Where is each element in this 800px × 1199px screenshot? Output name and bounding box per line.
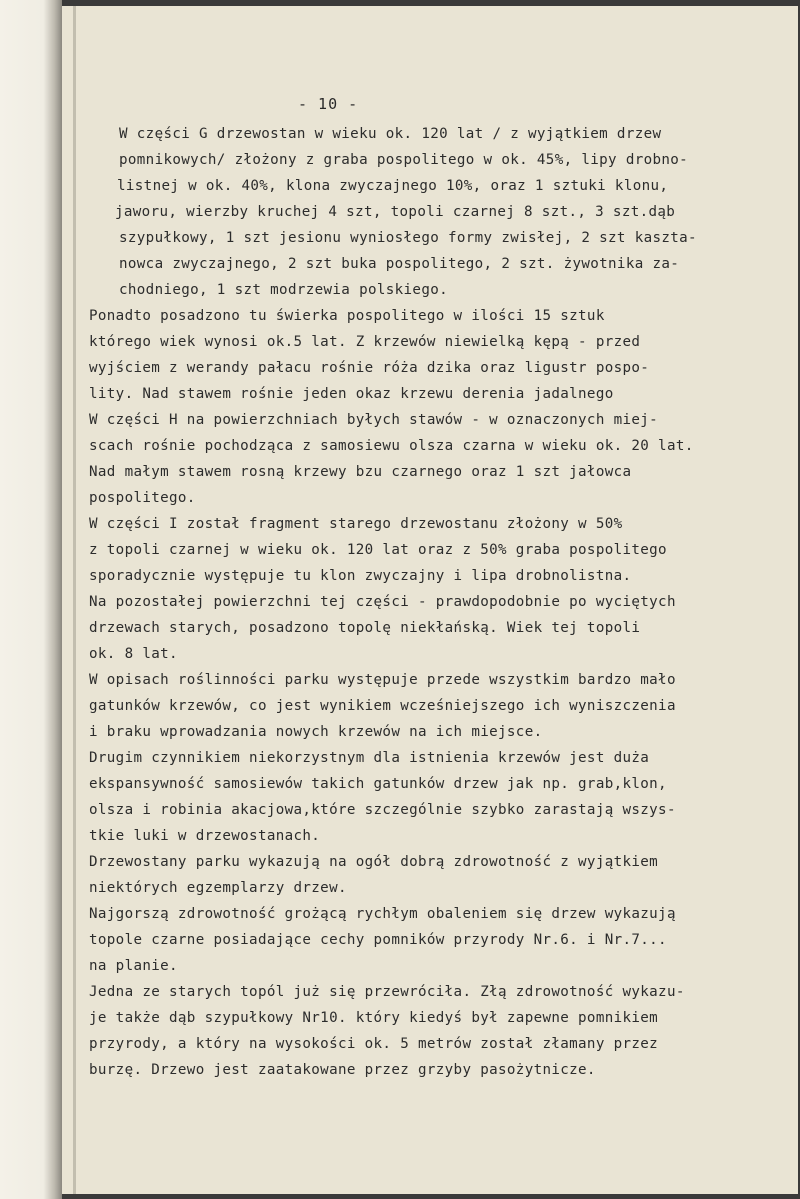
text-line: listnej w ok. 40%, klona zwyczajnego 10%, oraz 1 sztuki klonu, [117, 178, 669, 194]
text-line: W części I został fragment starego drzewostanu złożony w 50% [89, 516, 623, 532]
text-line: i braku wprowadzania nowych krzewów na ich miejsce. [89, 724, 543, 740]
text-line: pospolitego. [89, 490, 196, 506]
text-line: z topoli czarnej w wieku ok. 120 lat oraz z 50% graba pospolitego [89, 542, 667, 558]
text-line: Drzewostany parku wykazują na ogół dobrą zdrowotność z wyjątkiem [89, 854, 659, 870]
text-line: gatunków krzewów, co jest wynikiem wcześniejszego ich wyniszczenia [89, 698, 676, 714]
text-line: drzewach starych, posadzono topolę niekłańską. Wiek tej topoli [89, 620, 641, 636]
text-line: ekspansywność samosiewów takich gatunków drzew jak np. grab,klon, [89, 776, 667, 792]
text-line: je także dąb szypułkowy Nr10. który kiedyś był zapewne pomnikiem [89, 1010, 659, 1026]
text-line: W części G drzewostan w wieku ok. 120 lat / z wyjątkiem drzew [119, 126, 662, 142]
text-line: topole czarne posiadające cechy pomników przyrody Nr.6. i Nr.7... [89, 932, 667, 948]
text-line: burzę. Drzewo jest zaatakowane przez grzyby pasożytnicze. [89, 1062, 596, 1078]
text-line: scach rośnie pochodząca z samosiewu olsza czarna w wieku ok. 20 lat. [89, 438, 694, 454]
text-line: Najgorszą zdrowotność grożącą rychłym obaleniem się drzew wykazują [89, 906, 676, 922]
text-line: lity. Nad stawem rośnie jeden okaz krzewu derenia jadalnego [89, 386, 614, 402]
text-line: ok. 8 lat. [89, 646, 178, 662]
book-binding [0, 0, 62, 1199]
text-line: szypułkowy, 1 szt jesionu wyniosłego formy zwisłej, 2 szt kaszta- [119, 230, 697, 246]
text-line: tkie luki w drzewostanach. [89, 828, 321, 844]
text-line: W części H na powierzchniach byłych stawów - w oznaczonych miej- [89, 412, 659, 428]
text-line: Nad małym stawem rosną krzewy bzu czarnego oraz 1 szt jałowca [89, 464, 632, 480]
page-number: - 10 - [298, 95, 359, 113]
text-line: Jedna ze starych topól już się przewróciła. Złą zdrowotność wykazu- [89, 984, 685, 1000]
text-line: jaworu, wierzby kruchej 4 szt, topoli czarnej 8 szt., 3 szt.dąb [115, 204, 676, 220]
text-line: pomnikowych/ złożony z graba pospolitego w ok. 45%, lipy drobno- [119, 152, 689, 168]
text-line: chodniego, 1 szt modrzewia polskiego. [119, 282, 448, 298]
text-line: olsza i robinia akacjowa,które szczególnie szybko zarastają wszys- [89, 802, 676, 818]
text-line: nowca zwyczajnego, 2 szt buka pospolitego, 2 szt. żywotnika za- [119, 256, 680, 272]
text-line: Ponadto posadzono tu świerka pospolitego w ilości 15 sztuk [89, 308, 605, 324]
text-line: Drugim czynnikiem niekorzystnym dla istnienia krzewów jest duża [89, 750, 650, 766]
text-line: na planie. [89, 958, 178, 974]
text-line: przyrody, a który na wysokości ok. 5 metrów został złamany przez [89, 1036, 659, 1052]
text-line: niektórych egzemplarzy drzew. [89, 880, 347, 896]
text-line: W opisach roślinności parku występuje przede wszystkim bardzo mało [89, 672, 676, 688]
page-edge [73, 6, 76, 1194]
text-line: wyjściem z werandy pałacu rośnie róża dzika oraz ligustr pospo- [89, 360, 650, 376]
text-line: którego wiek wynosi ok.5 lat. Z krzewów niewielką kępą - przed [89, 334, 641, 350]
text-line: sporadycznie występuje tu klon zwyczajny i lipa drobnolistna. [89, 568, 632, 584]
text-line: Na pozostałej powierzchni tej części - prawdopodobnie po wyciętych [89, 594, 676, 610]
